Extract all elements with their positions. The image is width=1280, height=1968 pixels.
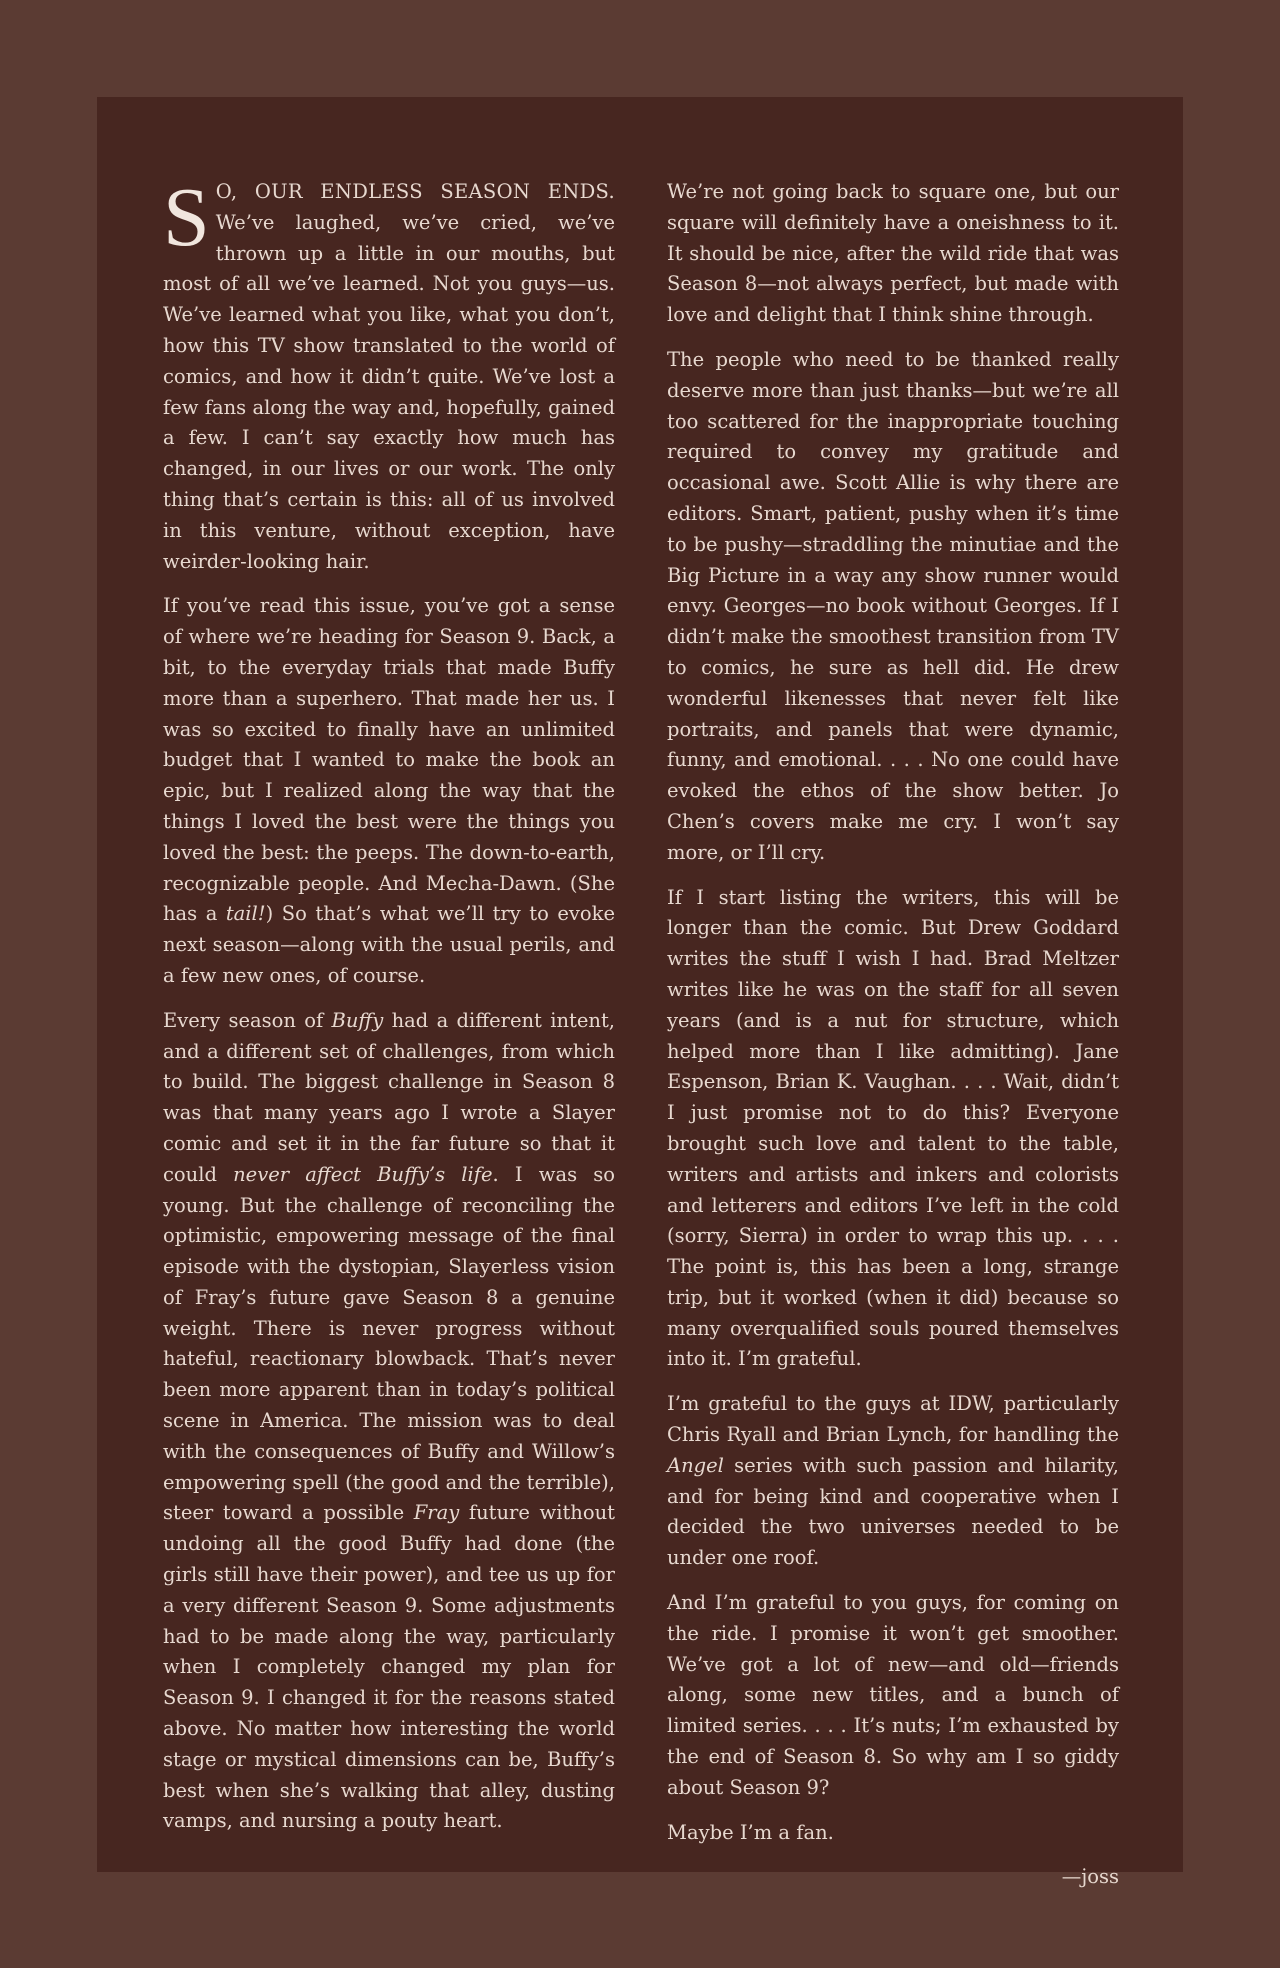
paragraph-1-text: We’ve laughed, we’ve cried, we’ve thrown up a little in our mouths, but most of all we’ve learned. Not you guys—us. We’ve learned what you like, what you don’t, how this TV show translated to the world of comics, and how it didn’t quite. We’ve lost a few fans along the way and, hopefully, gained a few. I can’t say exactly how much has changed, in our lives or our work. The only thing that’s certain is this: all of us involved in this venture, without exception, have weirder-looking hair. xyxy=(163,210,615,573)
paragraph-3 xyxy=(163,1006,615,1838)
paragraph-3-emphasis-3: Fray xyxy=(413,1501,460,1525)
paragraph-7-text-b: series with such passion and hilarity, and for being kind and cooperative when I decided the two universes needed to be under one roof. xyxy=(667,1453,1119,1570)
paragraph-2-emphasis: tail! xyxy=(225,902,266,926)
paragraph-7-emphasis: Angel xyxy=(667,1453,724,1477)
paragraph-3-text-b: had a different intent, and a different set of challenges, from which to build. The biggest challenge in Season 8 was that many years ago I wrote a Slayer comic and set it in the far future so that it could xyxy=(163,1008,615,1186)
paragraph-6: If I start listing the writers, this will be longer than the comic. But Drew Goddard writes the stuff I wish I had. Brad Meltzer writes like he was on the staff for all seven years (and is a nut for structure, which helped more than I like admitting). Jane Espenson, Brian K. Vaughan. . . . Wait, didn’t I just promise not to do this? Everyone brought such love and talent to the table, writers and artists and inkers and colorists and letterers and editors I’ve left in the cold (sorry, Sierra) in order to wrap this up. . . . The point is, this has been a long, strange trip, but it worked (when it did) because so many overqualified souls poured themselves into it. I’m grateful. xyxy=(667,885,1119,1371)
paragraph-7-text-a: I’m grateful to the guys at IDW, particularly Chris Ryall and Brian Lynch, for handling the xyxy=(667,1392,1119,1447)
letter-panel xyxy=(97,97,1183,1889)
paragraph-5: The people who need to be thanked really deserve more than just thanks—but we’re all too scattered for the inappropriate touching required to convey my gratitude and occasional awe. Scott Allie is why there are editors. Smart, patient, pushy when it’s time to be pushy—straddling the minutiae and the Big Picture in a way any show runner would envy. Georges—no book without Georges. If I didn’t make the smoothest transition from TV to comics, he sure as hell did. He drew wonderful likenesses that never felt like portraits, and panels that were dynamic, funny, and emotional. . . . No one could have evoked the ethos of the show better. Jo Chen’s covers make me cry. I won’t say more, or I’ll cry. xyxy=(667,347,1119,864)
paragraph-4: We’re not going back to square one, but our square will definitely have a oneishness to it. It should be nice, after the wild ride that was Season 8—not always perfect, but made with love and delight that I think shine through. xyxy=(667,180,1119,327)
paragraph-2 xyxy=(163,591,615,991)
paragraph-8: And I’m grateful to you guys, for coming on the ride. I promise it won’t get smoother. We’ve got a lot of new—and old—friends along, some new titles, and a bunch of limited series. . . . It’s nuts; I’m exhausted by the end of Season 8. So why am I so giddy about Season 9? xyxy=(667,1591,1119,1799)
paragraph-3-emphasis-1: Buffy xyxy=(331,1008,384,1032)
drop-cap: S xyxy=(163,171,210,264)
paragraph-3-emphasis-2: never affect Buffy’s life xyxy=(233,1162,493,1186)
paragraph-9: Maybe I’m a fan. xyxy=(667,1820,834,1844)
paragraph-2-text-b: ) So that’s what we’ll try to evoke next season—along with the usual perils, and a few new ones, of course. xyxy=(163,902,615,987)
signature: —joss xyxy=(1061,1865,1119,1889)
paragraph-3-text-a: Every season of xyxy=(163,1008,332,1032)
paragraph-3-text-d: future without undoing all the good Buffy had done (the girls still have their power), and tee us up for a very different Season 9. Some adjustments had to be made along the way, particularly when I completely changed my plan for Season 9. I changed it for the reasons stated above. No matter how interesting the world stage or mystical dimensions can be, Buffy’s best when she’s walking that alley, dusting vamps, and nursing a pouty heart. xyxy=(163,1501,615,1833)
paragraph-3-text-c: . I was so young. But the challenge of reconciling the optimistic, empowering message of the final episode with the dystopian, Slayerless vision of Fray’s future gave Season 8 a genuine weight. There is never progress without hateful, reactionary blowback. That’s never been more apparent than in today’s political scene in America. The mission was to deal with the consequences of Buffy and Willow’s empowering spell (the good and the terrible), steer toward a possible xyxy=(163,1162,616,1525)
paragraph-1 xyxy=(163,171,615,577)
lead-in: O, OUR ENDLESS SEASON ENDS. xyxy=(215,180,615,203)
left-column xyxy=(163,171,616,1851)
right-column xyxy=(667,177,1119,1907)
paragraph-2-text-a: If you’ve read this issue, you’ve got a sense of where we’re heading for Season 9. Back, a bit, to the everyday trials that made Buffy more than a superhero. That made her us. I was so excited to finally have an unlimited budget that I wanted to make the book an epic, but I realized along the way that the things I loved the best were the things you loved the best: the peeps. The down-to-earth, recognizable people. And Mecha-Dawn. (She has a xyxy=(163,594,615,926)
paragraph-7 xyxy=(667,1389,1119,1574)
